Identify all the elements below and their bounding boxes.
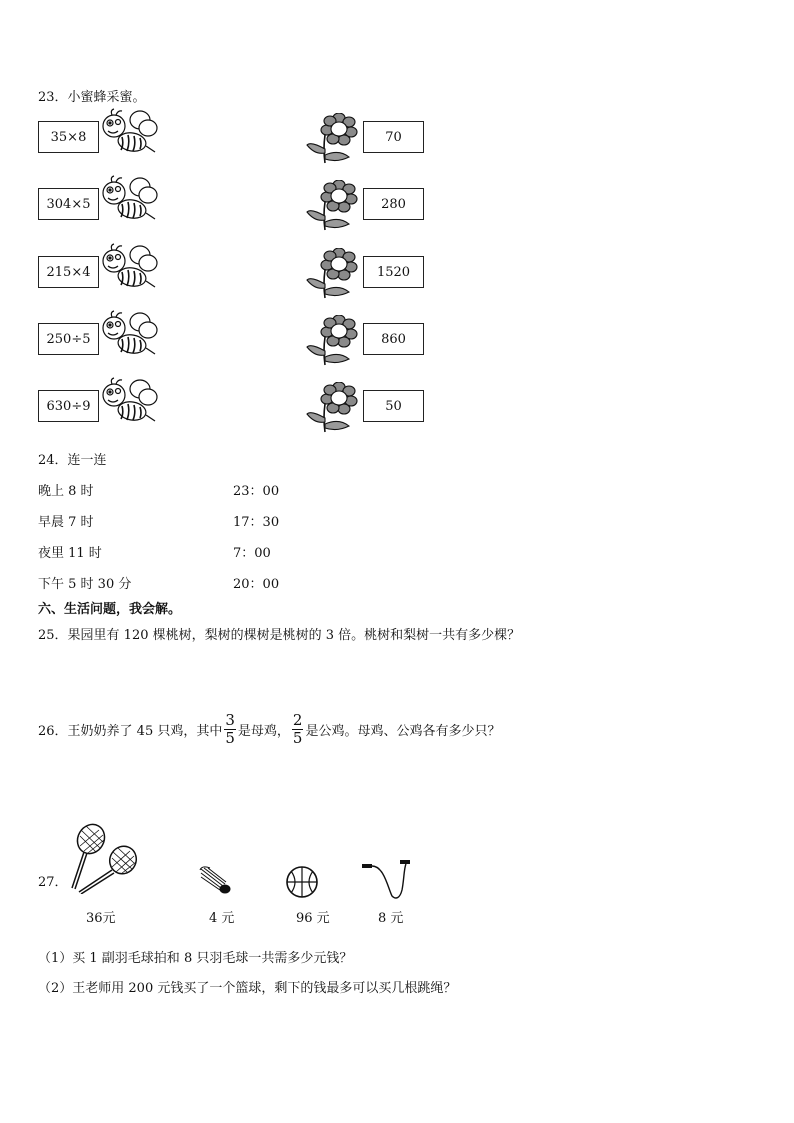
q24-right-0: 23：00 bbox=[233, 484, 280, 499]
badminton-rackets-icon bbox=[66, 822, 142, 894]
bee-problem-box: 215×4 bbox=[38, 256, 99, 288]
bee-problem-box: 35×8 bbox=[38, 121, 99, 153]
q24-right-3: 20：00 bbox=[233, 577, 280, 592]
q26-text bbox=[38, 713, 500, 746]
price-basketball: 96 元 bbox=[296, 911, 330, 926]
q25-text: 25．果园里有 120 棵桃树，梨树的棵树是桃树的 3 倍。桃树和梨树一共有多少棵？ bbox=[38, 628, 521, 643]
q27-sub1: （1）买 1 副羽毛球拍和 8 只羽毛球一共需多少元钱？ bbox=[38, 951, 353, 966]
q26-part3: 是公鸡。母鸡、公鸡各有多少只？ bbox=[305, 724, 501, 739]
price-shuttlecock: 4 元 bbox=[209, 911, 235, 926]
fraction-denominator: 5 bbox=[292, 729, 303, 747]
flower-answer-box: 70 bbox=[363, 121, 424, 153]
flower-icon bbox=[305, 382, 359, 438]
price-rackets: 36元 bbox=[86, 911, 116, 926]
q24-title: 24．连一连 bbox=[38, 453, 107, 468]
bee-problem-box: 630÷9 bbox=[38, 390, 99, 422]
q26-part1: 26．王奶奶养了 45 只鸡，其中 bbox=[38, 724, 223, 739]
fraction-denominator: 5 bbox=[225, 729, 235, 747]
q23-title: 23．小蜜蜂采蜜。 bbox=[38, 90, 146, 105]
flower-icon bbox=[305, 180, 359, 236]
bee-problem-box: 304×5 bbox=[38, 188, 99, 220]
flower-icon bbox=[305, 248, 359, 304]
q24-right-2: 7：00 bbox=[233, 546, 271, 561]
fraction-numerator: 2 bbox=[292, 711, 303, 729]
q24-left-0: 晚上 8 时 bbox=[38, 484, 94, 499]
bee-icon bbox=[100, 108, 158, 164]
fraction-two-fifths bbox=[292, 713, 304, 746]
bee-problem-box: 250÷5 bbox=[38, 323, 99, 355]
price-jump-rope: 8 元 bbox=[378, 911, 404, 926]
q27-number: 27． bbox=[38, 875, 68, 890]
flower-answer-box: 50 bbox=[363, 390, 424, 422]
flower-answer-box: 1520 bbox=[363, 256, 424, 288]
bee-icon bbox=[100, 377, 158, 433]
q24-left-3: 下午 5 时 30 分 bbox=[38, 577, 132, 592]
q24-right-1: 17：30 bbox=[233, 515, 280, 530]
flower-icon bbox=[305, 315, 359, 371]
flower-answer-box: 860 bbox=[363, 323, 424, 355]
bee-icon bbox=[100, 310, 158, 366]
section-six-title: 六、生活问题，我会解。 bbox=[38, 602, 182, 617]
q24-left-2: 夜里 11 时 bbox=[38, 546, 102, 561]
q26-part2: 是母鸡， bbox=[237, 724, 290, 739]
basketball-icon bbox=[285, 865, 319, 899]
shuttlecock-icon bbox=[198, 866, 232, 898]
bee-icon bbox=[100, 243, 158, 299]
fraction-numerator: 3 bbox=[225, 711, 235, 729]
bee-icon bbox=[100, 175, 158, 231]
flower-answer-box: 280 bbox=[363, 188, 424, 220]
jump-rope-icon bbox=[360, 858, 416, 900]
flower-icon bbox=[305, 113, 359, 169]
q24-left-1: 早晨 7 时 bbox=[38, 515, 94, 530]
q27-sub2: （2）王老师用 200 元钱买了一个篮球，剩下的钱最多可以买几根跳绳？ bbox=[38, 981, 457, 996]
fraction-three-fifths bbox=[224, 713, 236, 746]
